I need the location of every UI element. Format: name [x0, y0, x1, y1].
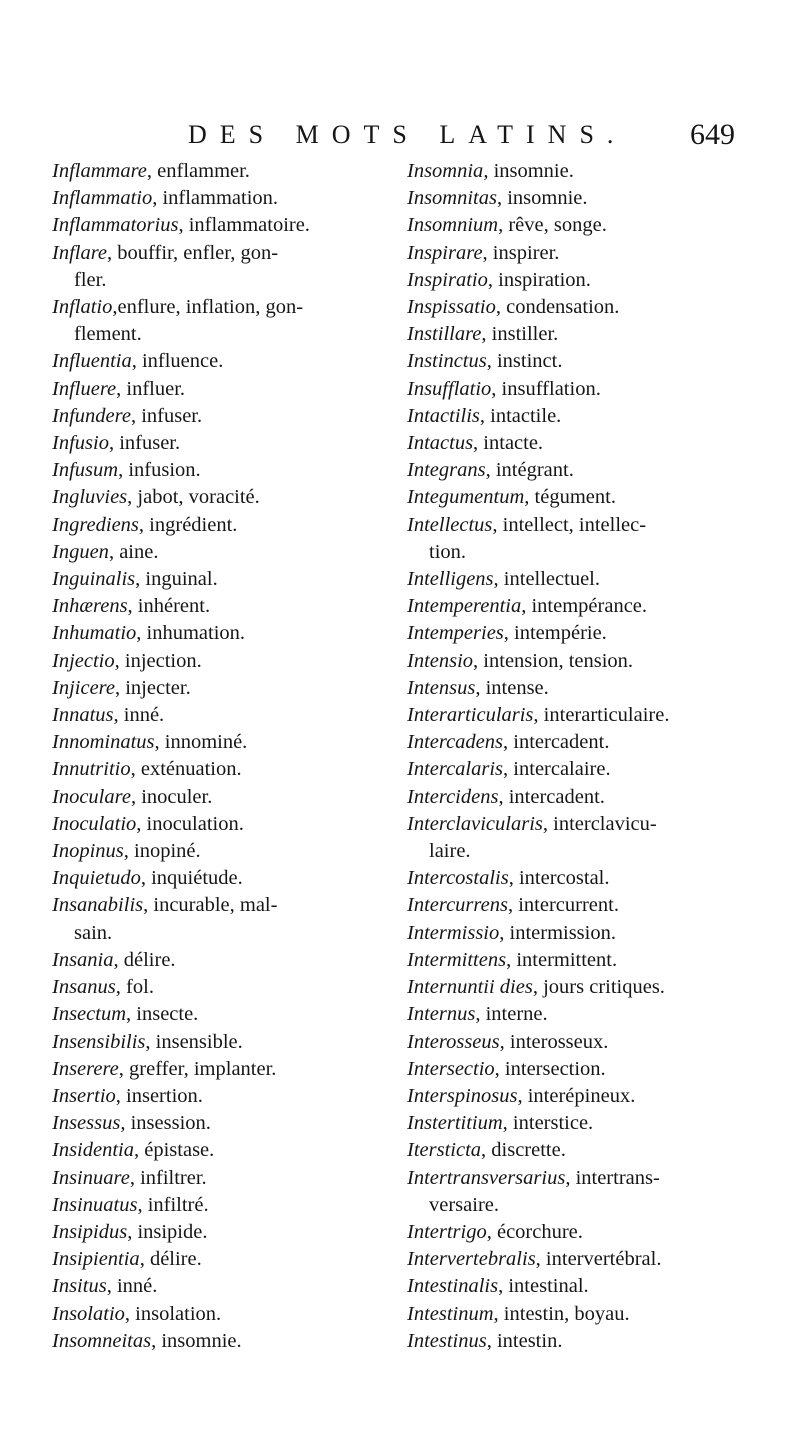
latin-term: Insomnium [407, 214, 499, 237]
dictionary-entry [52, 1301, 392, 1328]
french-definition: , intercurrent. [507, 894, 619, 917]
dictionary-entry [407, 1246, 752, 1273]
french-definition: , inflammatoire. [178, 214, 310, 237]
french-definition: , intellectuel. [493, 568, 600, 591]
dictionary-entry [52, 212, 392, 239]
dictionary-entry [407, 756, 752, 783]
dictionary-entry [407, 512, 752, 566]
latin-term: Intercidens [407, 785, 499, 808]
latin-term: Inflatio [52, 296, 113, 319]
dictionary-entry [407, 892, 752, 919]
french-definition: , inopiné. [123, 840, 201, 863]
latin-term: Intemperies [407, 622, 504, 645]
french-definition: , intermittent. [506, 948, 618, 971]
dictionary-entry [52, 811, 392, 838]
french-definition: , intellect, intellec- [492, 513, 647, 536]
dictionary-entry [407, 1029, 752, 1056]
latin-term: Insolatio [52, 1302, 125, 1325]
dictionary-entry [407, 1137, 752, 1164]
french-definition: , injecter. [114, 676, 191, 699]
dictionary-entry [52, 947, 392, 974]
dictionary-entry [407, 702, 752, 729]
dictionary-entry [52, 376, 392, 403]
french-definition: , inné. [106, 1275, 158, 1298]
latin-term: Ingluvies [52, 486, 128, 509]
latin-term: Intestinum [407, 1302, 494, 1325]
right-column [407, 158, 752, 1355]
french-definition: , insolation. [124, 1302, 222, 1325]
latin-term: Insitus [52, 1275, 107, 1298]
french-definition: , intercadent. [503, 731, 610, 754]
latin-term: Insertio [52, 1084, 116, 1107]
latin-term: Inguen [52, 540, 109, 563]
french-definition: , interosseux. [499, 1030, 609, 1053]
latin-term: Intersectio [407, 1057, 495, 1080]
dictionary-entry [52, 729, 392, 756]
latin-term: Insessus [52, 1112, 121, 1135]
french-definition: , intacte. [473, 432, 544, 455]
latin-term: Instertitium [407, 1112, 503, 1135]
french-definition: , interarticulaire. [533, 704, 670, 727]
latin-term: Interarticularis [407, 704, 534, 727]
dictionary-entry [52, 1029, 392, 1056]
dictionary-entry [52, 294, 392, 348]
dictionary-entry [52, 566, 392, 593]
french-definition: , intervertébral. [535, 1248, 662, 1271]
dictionary-entry [52, 593, 392, 620]
latin-term: Insinuare [52, 1166, 130, 1189]
dictionary-entry [52, 158, 392, 185]
dictionary-entry [407, 185, 752, 212]
dictionary-entry [407, 430, 752, 457]
definition-continuation: fler. [74, 268, 107, 291]
dictionary-entry [52, 865, 392, 892]
dictionary-entry [52, 430, 392, 457]
french-definition: , infiltré. [137, 1193, 209, 1216]
dictionary-entry [407, 376, 752, 403]
latin-term: Insipidus [52, 1220, 128, 1243]
french-definition: , infuser. [130, 404, 203, 427]
definition-continuation: versaire. [429, 1193, 499, 1216]
definition-continuation: flement. [74, 323, 142, 346]
dictionary-entry [52, 675, 392, 702]
latin-term: Intactilis [407, 404, 480, 427]
french-definition: , interclavicu- [542, 812, 657, 835]
latin-term: Internus [407, 1003, 476, 1026]
dictionary-entry [52, 484, 392, 511]
french-definition: , intermission. [499, 921, 616, 944]
latin-term: Inguinalis [52, 568, 136, 591]
dictionary-entry [52, 702, 392, 729]
french-definition: , inguinal. [135, 568, 218, 591]
latin-term: Instillare [407, 323, 482, 346]
dictionary-entry [407, 1328, 752, 1355]
french-definition: , délire. [139, 1248, 202, 1271]
dictionary-entry [407, 240, 752, 267]
french-definition: , insession. [120, 1112, 211, 1135]
latin-term: Infundere [52, 404, 131, 427]
dictionary-entry [407, 947, 752, 974]
latin-term: Inquietudo [52, 867, 141, 890]
dictionary-entry [407, 1301, 752, 1328]
left-column [52, 158, 392, 1355]
dictionary-entry [52, 784, 392, 811]
dictionary-entry [52, 1273, 392, 1300]
latin-term: Infusum [52, 459, 119, 482]
french-definition: , intercostal. [508, 867, 610, 890]
latin-term: Inhumatio [52, 622, 137, 645]
latin-term: Intensio [407, 649, 474, 672]
dictionary-entry [407, 321, 752, 348]
french-definition: , intempérie. [503, 622, 607, 645]
dictionary-entry [407, 675, 752, 702]
french-definition: , intégrant. [485, 459, 574, 482]
french-definition: , discrette. [481, 1139, 566, 1162]
french-definition: , insomnie. [151, 1329, 242, 1352]
french-definition: ,enflure, inflation, gon- [112, 296, 304, 319]
dictionary-entry [407, 1165, 752, 1219]
french-definition: , infusion. [118, 459, 201, 482]
french-definition: , écorchure. [486, 1220, 583, 1243]
dictionary-entry [52, 240, 392, 294]
latin-term: Insanus [52, 976, 116, 999]
french-definition: , innominé. [154, 731, 248, 754]
french-definition: , épistase. [134, 1139, 215, 1162]
dictionary-entry [407, 348, 752, 375]
french-definition: , inquiétude. [140, 867, 243, 890]
french-definition: , bouffir, enfler, gon- [107, 241, 279, 264]
latin-term: Insectum [52, 1003, 127, 1026]
latin-term: Intermittens [407, 948, 507, 971]
latin-term: Intactus [407, 432, 474, 455]
dictionary-entry [407, 294, 752, 321]
french-definition: , infiltrer. [129, 1166, 207, 1189]
definition-continuation: sain. [74, 921, 113, 944]
latin-term: Insanabilis [52, 894, 144, 917]
page-number: 649 [690, 118, 735, 151]
french-definition: , intactile. [479, 404, 562, 427]
french-definition: , inspirer. [482, 241, 560, 264]
french-definition: , interépineux. [517, 1084, 636, 1107]
dictionary-entry [407, 784, 752, 811]
french-definition: , instiller. [481, 323, 559, 346]
latin-term: Inspissatio [407, 296, 496, 319]
french-definition: , intestinal. [498, 1275, 589, 1298]
dictionary-entry [52, 403, 392, 430]
dictionary-entry [52, 1192, 392, 1219]
latin-term: Inflammatio [52, 187, 153, 210]
latin-term: Inflare [52, 241, 108, 264]
latin-term: Insidentia [52, 1139, 134, 1162]
french-definition: , inhérent. [127, 595, 211, 618]
latin-term: Intellectus [407, 513, 493, 536]
latin-term: Intercostalis [407, 867, 509, 890]
dictionary-entry [407, 566, 752, 593]
dictionary-entry [52, 974, 392, 1001]
french-definition: , insecte. [126, 1003, 199, 1026]
french-definition: , enflammer. [146, 160, 250, 182]
french-definition: , insomnie. [496, 187, 588, 210]
dictionary-entry [407, 267, 752, 294]
dictionary-entry [407, 593, 752, 620]
french-definition: , inflammation. [152, 187, 279, 210]
dictionary-entry [407, 212, 752, 239]
dictionary-entry [52, 1328, 392, 1355]
latin-term: Intertransversarius [407, 1166, 566, 1189]
latin-term: Insomneitas [52, 1329, 152, 1352]
french-definition: , infuser. [108, 432, 181, 455]
definition-continuation: laire. [429, 840, 471, 863]
dictionary-entry [407, 920, 752, 947]
french-definition: , insertion. [115, 1084, 203, 1107]
dictionary-entry [52, 1219, 392, 1246]
dictionary-entry [52, 620, 392, 647]
dictionary-entry [407, 403, 752, 430]
latin-term: Intestinus [407, 1329, 487, 1352]
dictionary-entry [52, 1056, 392, 1083]
french-definition: , aine. [108, 540, 159, 563]
dictionary-entry [52, 1165, 392, 1192]
french-definition: , inné. [113, 704, 165, 727]
latin-term: Inoculatio [52, 812, 137, 835]
french-definition: , insensible. [145, 1030, 243, 1053]
french-definition: , exténuation. [130, 758, 242, 781]
dictionary-entry [52, 457, 392, 484]
page-header [0, 118, 800, 158]
latin-term: Inspirare [407, 241, 483, 264]
definition-continuation: tion. [429, 540, 467, 563]
french-definition: , ingrédient. [138, 513, 238, 536]
dictionary-entry [52, 648, 392, 675]
french-definition: , inoculer. [130, 785, 213, 808]
latin-term: Intermissio [407, 921, 500, 944]
french-definition: , inoculation. [136, 812, 244, 835]
latin-term: Innutritio [52, 758, 131, 781]
latin-term: Inopinus [52, 840, 124, 863]
latin-term: Inserere [52, 1057, 119, 1080]
latin-term: Insufflatio [407, 377, 492, 400]
latin-term: Instinctus [407, 350, 487, 373]
latin-term: Insinuatus [52, 1193, 138, 1216]
french-definition: , condensation. [495, 296, 620, 319]
french-definition: , interstice. [502, 1112, 594, 1135]
french-definition: , instinct. [486, 350, 563, 373]
dictionary-entry [407, 1001, 752, 1028]
latin-term: Infusio [52, 432, 109, 455]
french-definition: , incurable, mal- [143, 894, 278, 917]
latin-term: Inhærens [52, 595, 128, 618]
latin-term: Influentia [52, 350, 132, 373]
dictionary-entry [52, 892, 392, 946]
latin-term: Inflammare [52, 160, 147, 182]
dictionary-entry [407, 158, 752, 185]
dictionary-entry [52, 1137, 392, 1164]
dictionary-entry [407, 729, 752, 756]
latin-term: Injectio [52, 649, 115, 672]
latin-term: Itersticta [407, 1139, 482, 1162]
latin-term: Interosseus [407, 1030, 500, 1053]
dictionary-entry [407, 811, 752, 865]
french-definition: , inhumation. [136, 622, 246, 645]
latin-term: Intemperentia [407, 595, 522, 618]
french-definition: , jours critiques. [532, 976, 665, 999]
latin-term: Integumentum [407, 486, 525, 509]
french-definition: , intersection. [494, 1057, 606, 1080]
dictionary-entry [52, 756, 392, 783]
french-definition: , intense. [475, 676, 549, 699]
latin-term: Ingrediens [52, 513, 139, 536]
french-definition: , influence. [131, 350, 224, 373]
french-definition: , tégument. [524, 486, 616, 509]
french-definition: , délire. [113, 948, 176, 971]
dictionary-entry [407, 648, 752, 675]
dictionary-entry [407, 865, 752, 892]
dictionary-entry [52, 185, 392, 212]
french-definition: , insomnie. [483, 160, 574, 182]
dictionary-entry [407, 974, 752, 1001]
dictionary-entry [52, 1110, 392, 1137]
running-title: DES MOTS LATINS. [188, 120, 627, 149]
dictionary-entry [52, 1083, 392, 1110]
latin-term: Inflammatorius [52, 214, 179, 237]
dictionary-entry [407, 484, 752, 511]
latin-term: Insomnitas [407, 187, 497, 210]
french-definition: , influer. [116, 377, 186, 400]
latin-term: Inspiratio [407, 268, 488, 291]
french-definition: , intestin, boyau. [493, 1302, 630, 1325]
dictionary-entry [52, 348, 392, 375]
latin-term: Injicere [52, 676, 115, 699]
latin-term: Inoculare [52, 785, 131, 808]
dictionary-entry [407, 1273, 752, 1300]
dictionary-entry [407, 457, 752, 484]
dictionary-entry [407, 620, 752, 647]
latin-term: Intercadens [407, 731, 504, 754]
french-definition: , intempérance. [521, 595, 648, 618]
french-definition: , intercalaire. [503, 758, 611, 781]
latin-term: Interclavicularis [407, 812, 543, 835]
latin-term: Influere [52, 377, 117, 400]
latin-term: Intervertebralis [407, 1248, 536, 1271]
french-definition: , insipide. [127, 1220, 208, 1243]
dictionary-entry [407, 1110, 752, 1137]
latin-term: Interspinosus [407, 1084, 518, 1107]
dictionary-entry [52, 838, 392, 865]
latin-term: Insania [52, 948, 114, 971]
french-definition: , jabot, voracité. [127, 486, 260, 509]
french-definition: , injection. [114, 649, 202, 672]
dictionary-entry [407, 1056, 752, 1083]
latin-term: Innominatus [52, 731, 155, 754]
french-definition: , intercadent. [498, 785, 605, 808]
french-definition: , interne. [475, 1003, 548, 1026]
dictionary-entry [407, 1083, 752, 1110]
latin-term: Intercalaris [407, 758, 504, 781]
latin-term: Internuntii dies [407, 976, 533, 999]
latin-term: Insipientia [52, 1248, 140, 1271]
dictionary-entry [52, 512, 392, 539]
dictionary-entry [52, 1001, 392, 1028]
french-definition: , intension, tension. [473, 649, 634, 672]
latin-term: Integrans [407, 459, 486, 482]
latin-term: Insensibilis [52, 1030, 146, 1053]
french-definition: , greffer, implanter. [118, 1057, 277, 1080]
latin-term: Innatus [52, 704, 114, 727]
latin-term: Intercurrens [407, 894, 508, 917]
latin-term: Intelligens [407, 568, 494, 591]
french-definition: , intertrans- [565, 1166, 660, 1189]
french-definition: , intestin. [486, 1329, 563, 1352]
dictionary-entry [52, 539, 392, 566]
french-definition: , fol. [115, 976, 154, 999]
dictionary-entry [52, 1246, 392, 1273]
latin-term: Insomnia [407, 160, 484, 182]
french-definition: , rêve, songe. [498, 214, 607, 237]
latin-term: Intertrigo [407, 1220, 487, 1243]
french-definition: , insufflation. [491, 377, 601, 400]
latin-term: Intensus [407, 676, 476, 699]
dictionary-entry [407, 1219, 752, 1246]
latin-term: Intestinalis [407, 1275, 499, 1298]
french-definition: , inspiration. [487, 268, 591, 291]
